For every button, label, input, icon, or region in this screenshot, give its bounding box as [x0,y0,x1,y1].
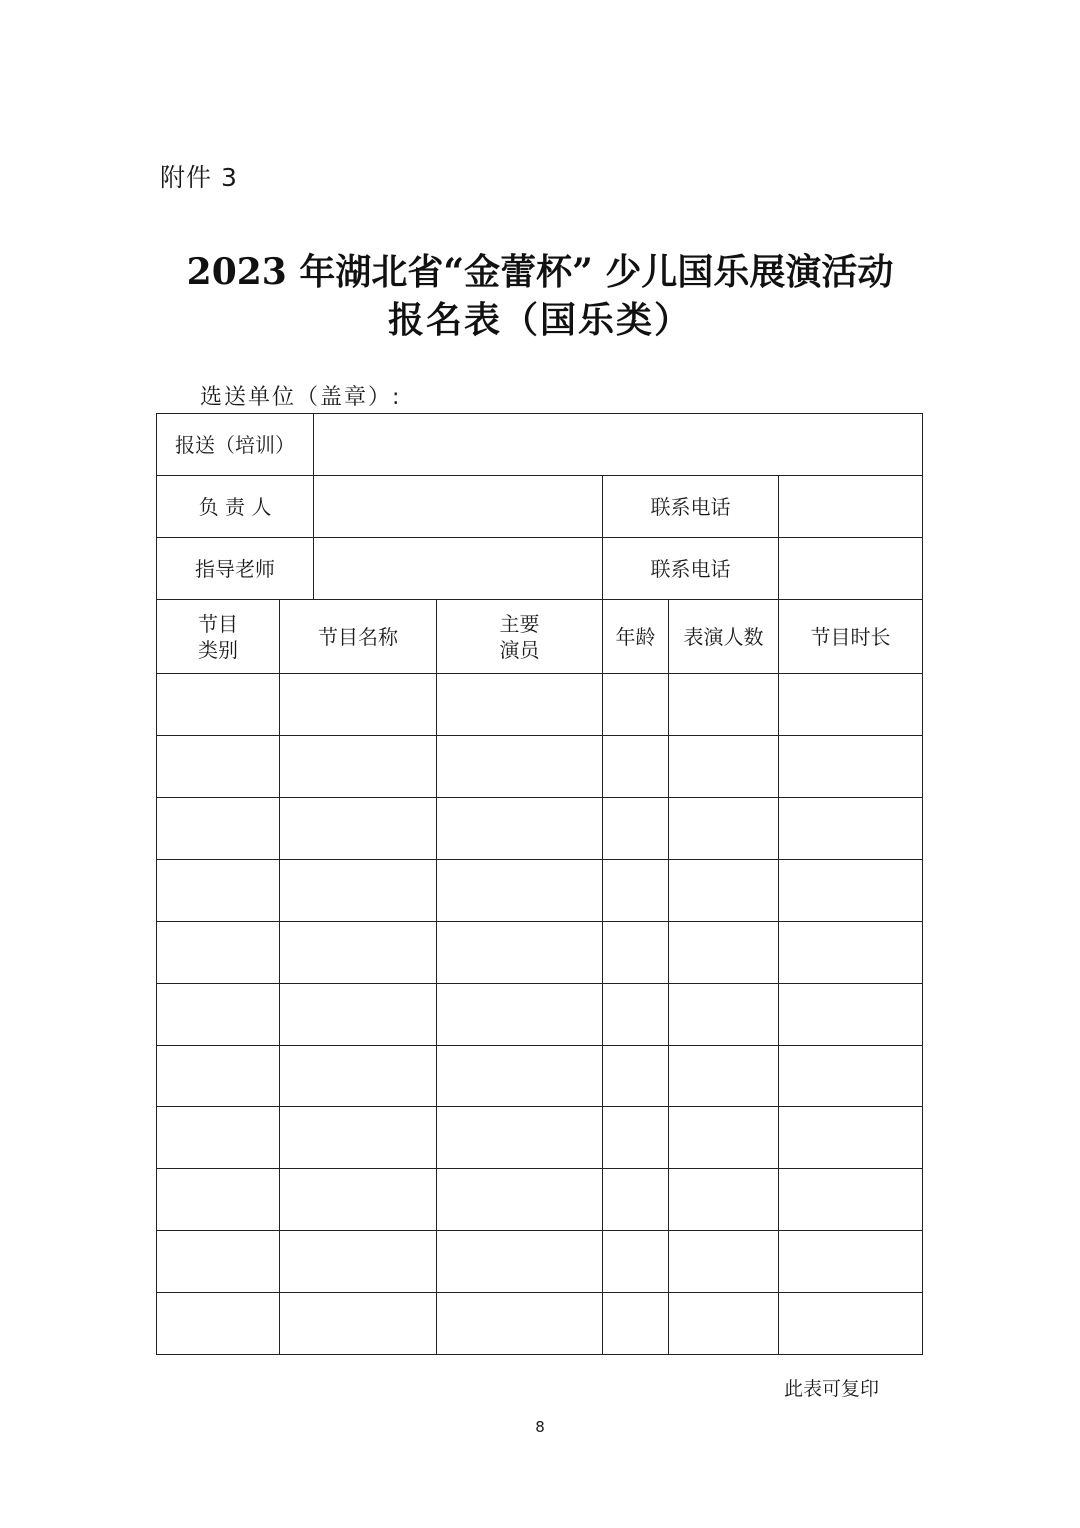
org-row [157,414,923,476]
teacher-row [157,538,923,600]
entry-cell-performer[interactable] [437,1169,603,1231]
entry-cell-program-name[interactable] [280,983,437,1045]
entry-row [157,1293,923,1355]
entry-cell-category[interactable] [157,921,280,983]
header-category [157,600,280,674]
entry-cell-performer-count[interactable] [669,859,779,921]
registration-table [156,413,923,1355]
entry-row [157,674,923,736]
entry-cell-performer[interactable] [437,1231,603,1293]
header-category-line-2: 类别 [198,637,238,662]
entry-cell-category[interactable] [157,1293,280,1355]
entry-row [157,859,923,921]
entry-cell-program-name[interactable] [280,1169,437,1231]
entry-cell-category[interactable] [157,736,280,798]
entry-cell-age[interactable] [603,921,669,983]
leader-phone-label: 联系电话 [603,476,779,538]
form-title-line-2: 报名表（国乐类） [387,299,692,341]
entry-cell-performer-count[interactable] [669,798,779,860]
entry-cell-category[interactable] [157,1169,280,1231]
entry-cell-performer-count[interactable] [669,983,779,1045]
entry-cell-duration[interactable] [779,921,923,983]
entry-cell-age[interactable] [603,674,669,736]
entry-cell-performer-count[interactable] [669,921,779,983]
entry-cell-duration[interactable] [779,1045,923,1107]
entry-cell-duration[interactable] [779,736,923,798]
header-row [157,600,923,674]
header-performer-count: 表演人数 [669,600,779,674]
copy-note: 此表可复印 [784,1378,880,1400]
header-category-line-1: 节目 [198,611,238,636]
entry-row [157,736,923,798]
entry-cell-age[interactable] [603,798,669,860]
attachment-label: 附件 3 [160,163,238,192]
entry-row [157,798,923,860]
header-program-name: 节目名称 [280,600,437,674]
header-performer-line-1: 主要 [499,611,540,636]
entry-cell-age[interactable] [603,1231,669,1293]
entry-cell-program-name[interactable] [280,1045,437,1107]
entry-cell-program-name[interactable] [280,1231,437,1293]
entry-cell-age[interactable] [603,1293,669,1355]
entry-cell-performer[interactable] [437,798,603,860]
entry-cell-performer-count[interactable] [669,674,779,736]
entry-cell-age[interactable] [603,1045,669,1107]
entry-cell-program-name[interactable] [280,1107,437,1169]
entry-cell-performer[interactable] [437,859,603,921]
org-input-cell[interactable] [314,414,923,476]
entry-cell-duration[interactable] [779,1169,923,1231]
entry-cell-performer[interactable] [437,921,603,983]
entry-cell-category[interactable] [157,1045,280,1107]
entry-cell-performer[interactable] [437,1293,603,1355]
entry-row [157,1107,923,1169]
entry-cell-program-name[interactable] [280,674,437,736]
entry-cell-age[interactable] [603,736,669,798]
entry-cell-performer[interactable] [437,1045,603,1107]
entry-cell-duration[interactable] [779,674,923,736]
submitting-unit-label: 选送单位（盖章）: [200,385,402,410]
entry-row [157,983,923,1045]
entry-cell-performer-count[interactable] [669,736,779,798]
leader-row [157,476,923,538]
leader-label: 负 责 人 [157,476,314,538]
entry-cell-age[interactable] [603,983,669,1045]
header-duration: 节目时长 [779,600,923,674]
entry-cell-duration[interactable] [779,1231,923,1293]
entry-cell-duration[interactable] [779,1107,923,1169]
teacher-input-cell[interactable] [314,538,603,600]
entry-cell-performer-count[interactable] [669,1107,779,1169]
entry-cell-performer[interactable] [437,736,603,798]
entry-cell-program-name[interactable] [280,736,437,798]
teacher-phone-input-cell[interactable] [779,538,923,600]
entry-cell-duration[interactable] [779,798,923,860]
entry-row [157,1231,923,1293]
entry-cell-duration[interactable] [779,983,923,1045]
entry-cell-duration[interactable] [779,859,923,921]
entry-cell-duration[interactable] [779,1293,923,1355]
entry-cell-performer-count[interactable] [669,1045,779,1107]
entry-rows [157,674,923,1355]
form-title-line-1: 2023 年湖北省“金蕾杯” 少儿国乐展演活动 [186,251,894,293]
teacher-label: 指导老师 [157,538,314,600]
entry-cell-program-name[interactable] [280,1293,437,1355]
entry-cell-performer-count[interactable] [669,1231,779,1293]
entry-cell-age[interactable] [603,1107,669,1169]
entry-cell-program-name[interactable] [280,859,437,921]
header-performer-line-2: 演员 [499,637,540,662]
entry-cell-category[interactable] [157,798,280,860]
entry-cell-category[interactable] [157,674,280,736]
teacher-phone-label: 联系电话 [603,538,779,600]
entry-cell-performer[interactable] [437,1107,603,1169]
page-number: 8 [535,1418,545,1436]
entry-cell-performer-count[interactable] [669,1169,779,1231]
entry-cell-program-name[interactable] [280,921,437,983]
entry-row [157,1045,923,1107]
entry-cell-performer[interactable] [437,674,603,736]
org-label: 报送（培训） [157,414,314,476]
entry-cell-category[interactable] [157,1107,280,1169]
entry-cell-category[interactable] [157,983,280,1045]
entry-cell-age[interactable] [603,1169,669,1231]
leader-phone-input-cell[interactable] [779,476,923,538]
header-age: 年龄 [603,600,669,674]
entry-row [157,1169,923,1231]
entry-cell-age[interactable] [603,859,669,921]
leader-input-cell[interactable] [314,476,603,538]
entry-cell-category[interactable] [157,1231,280,1293]
header-performer [437,600,603,674]
entry-row [157,921,923,983]
entry-cell-performer[interactable] [437,983,603,1045]
entry-cell-category[interactable] [157,859,280,921]
entry-cell-performer-count[interactable] [669,1293,779,1355]
entry-cell-program-name[interactable] [280,798,437,860]
